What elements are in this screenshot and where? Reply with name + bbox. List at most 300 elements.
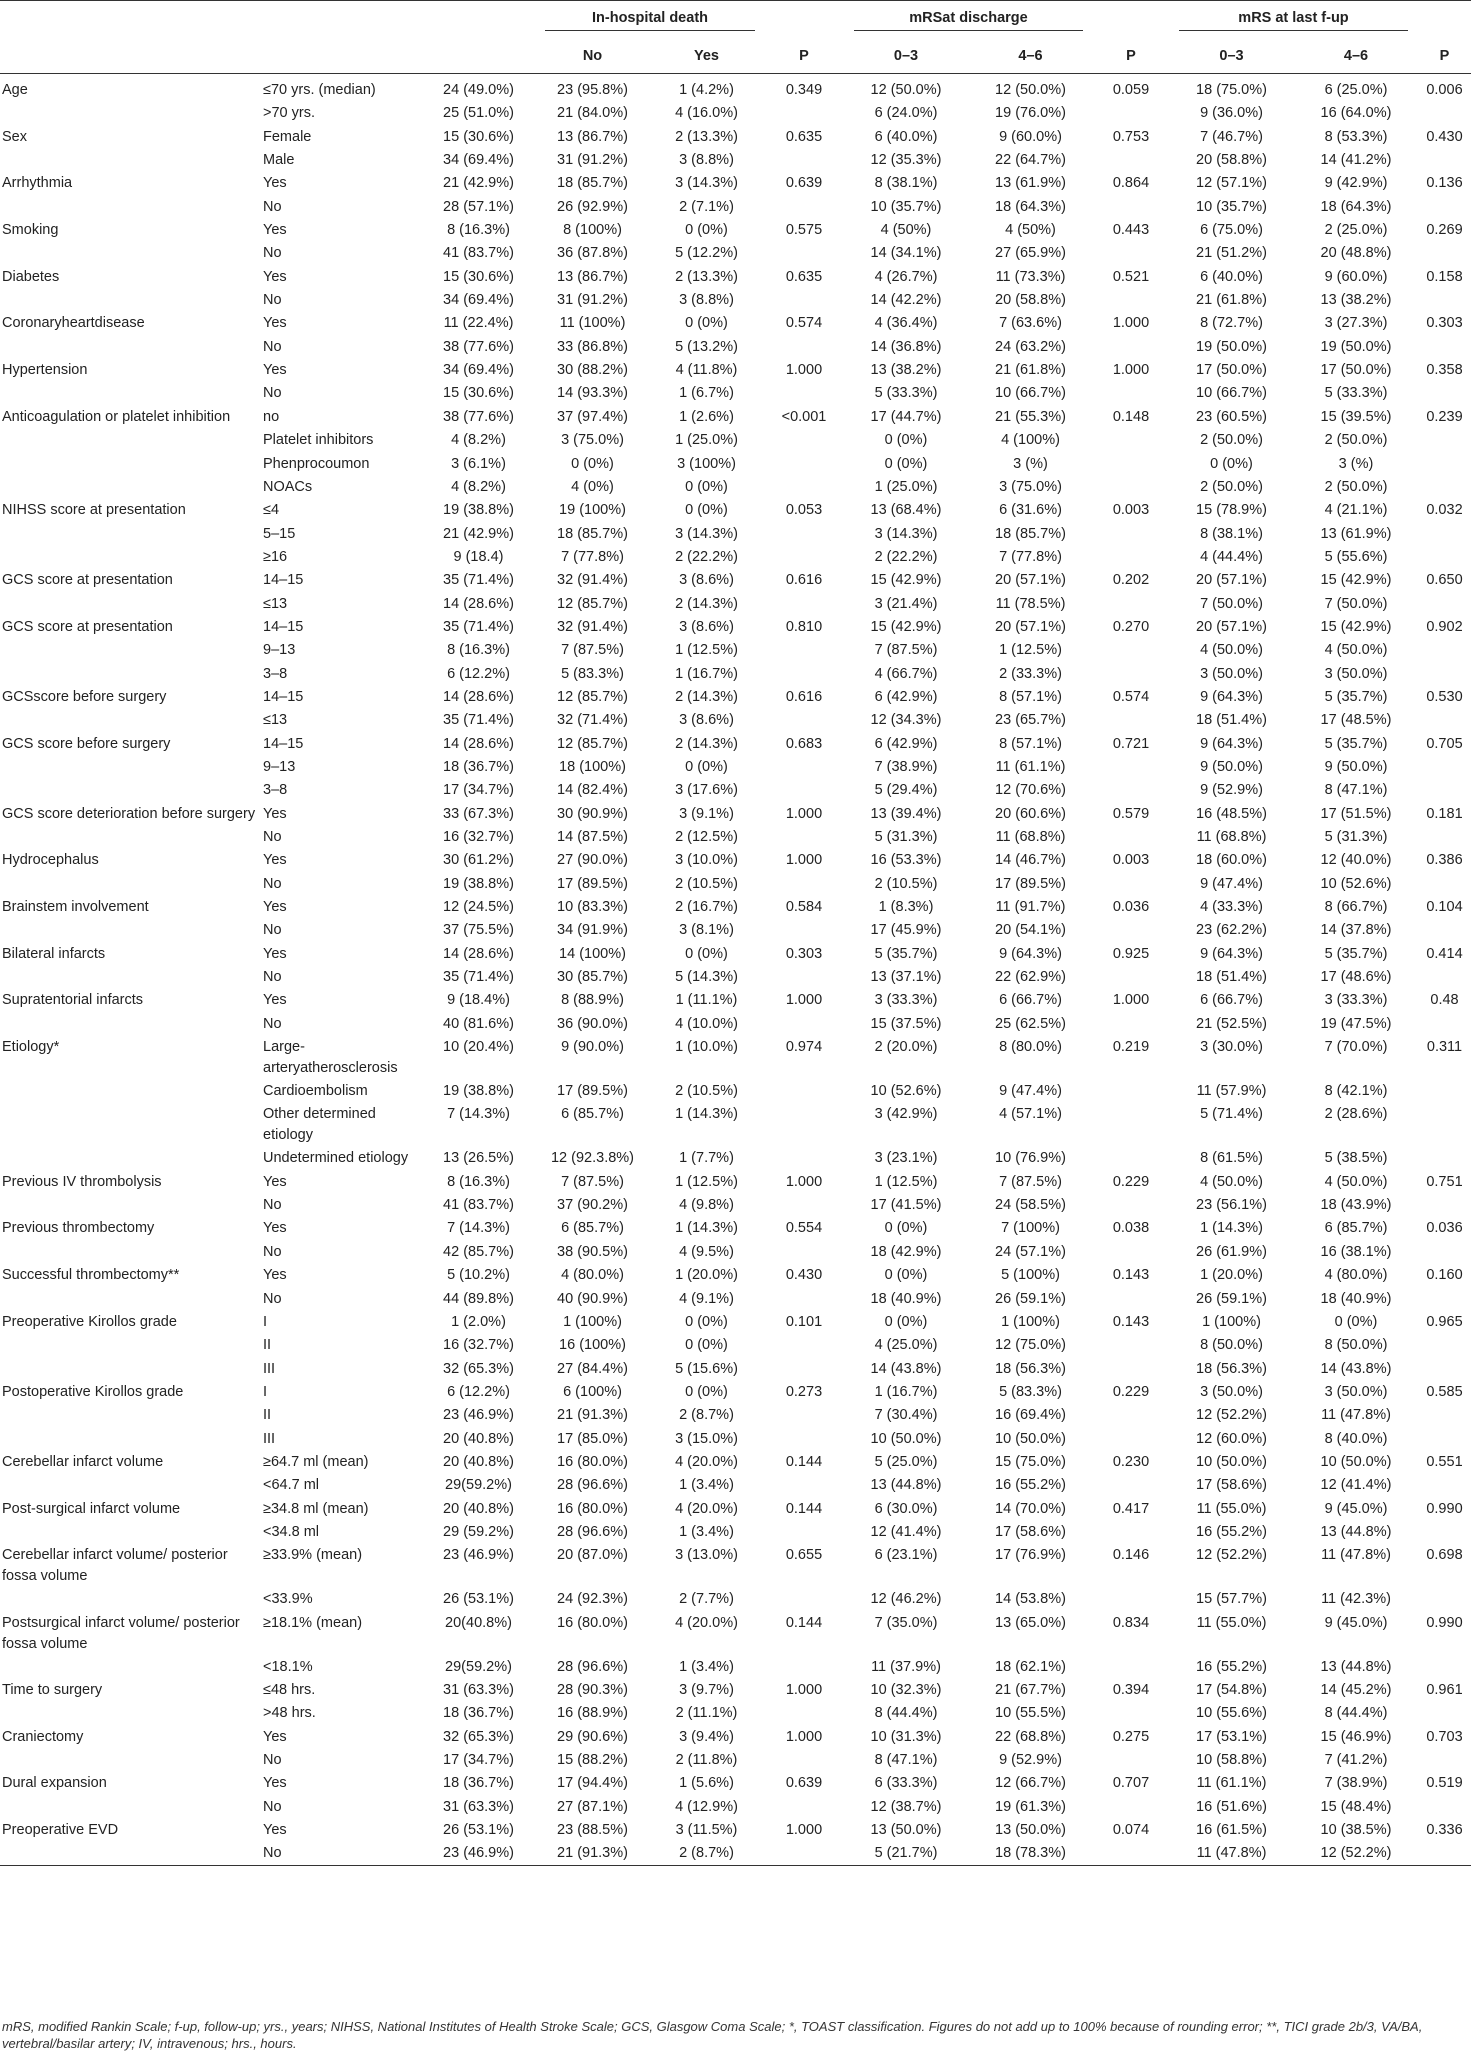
table-cell: 18 (60.0%) [1196,852,1267,869]
table-row [0,1520,1471,1543]
table-cell: 20(40.8%) [445,1614,512,1631]
table-cell: 38 (90.5%) [557,1243,628,1260]
table-cell: No [263,1290,282,1307]
table-cell: GCSscore before surgery [2,688,167,705]
table-cell [764,1012,844,1035]
table-cell: 21 (42.9%) [443,175,514,192]
table-cell: 7 (41.2%) [1324,1752,1388,1768]
table-cell: 1 (3.4%) [679,1523,734,1540]
table-row [0,545,1471,568]
table-cell: 1 (10.0%) [675,1039,738,1056]
table-cell: 0.974 [785,1039,823,1056]
table-cell [0,452,261,475]
table-cell: 18 (62.1%) [995,1658,1066,1675]
table-cell [1418,825,1471,848]
table-cell [0,241,261,264]
table-cell: 0.202 [1112,572,1150,589]
table-cell: 9 (60.0%) [1324,268,1388,285]
table-cell: 0.635 [785,268,823,285]
table-cell [1093,195,1169,218]
table-cell [0,1701,261,1724]
table-cell: 1 (3.4%) [679,1477,734,1494]
table-cell: 20 (57.1%) [1196,618,1267,635]
table-cell: 14–15 [263,572,304,589]
table-cell: ≥18.1% (mean) [263,1614,363,1631]
table-cell: 1 (12.5%) [675,642,738,659]
table-cell: 12 (52.2%) [1294,1841,1418,1865]
table-cell [1418,1587,1471,1610]
table-cell: ≥34.8 ml (mean) [263,1500,369,1517]
table-row [0,965,1471,988]
table-cell: 5 (35.7%) [874,945,938,962]
table-cell [1418,1287,1471,1310]
table-cell: 16 (55.2%) [1196,1658,1267,1675]
table-cell: 0.003 [1112,852,1150,869]
table-cell [0,638,261,661]
table-cell: Platelet inhibitors [263,432,374,449]
table-cell: 14 (100%) [559,945,626,962]
table-cell: 1.000 [785,992,823,1009]
table-cell: 3 (50.0%) [1200,1383,1263,1400]
table-cell: 12 (50.0%) [870,82,942,98]
table-cell: 20 (57.1%) [995,572,1066,589]
table-cell: 2 (25.0%) [1324,222,1388,239]
table-cell [1093,1102,1169,1146]
table-cell: Previous thrombectomy [2,1220,155,1237]
table-cell [0,1012,261,1035]
table-cell: 4 (50.0%) [1200,642,1263,659]
table-row [0,195,1471,218]
table-cell: Smoking [2,222,59,239]
table-row [0,638,1471,661]
table-cell: 19 (47.5%) [1320,1015,1392,1032]
table-cell: <33.9% [263,1591,313,1608]
table-cell: 15 (39.5%) [1320,408,1392,425]
group-mrs-last-followup: mRS at last f-up [1169,1,1418,39]
table-cell: No [263,245,282,262]
table-cell: 6 (12.2%) [447,665,510,682]
table-cell: 19 (100%) [559,502,626,519]
table-cell [1418,918,1471,941]
table-cell: 26 (59.1%) [1196,1290,1267,1307]
table-cell: 10 (31.3%) [870,1728,942,1745]
table-cell: 36 (90.0%) [557,1015,628,1032]
table-cell [1093,452,1169,475]
table-cell: 1 (6.7%) [679,385,734,402]
table-cell: 0.902 [1426,618,1463,635]
table-cell: 3 (14.3%) [874,525,938,542]
table-cell: 12 (85.7%) [557,595,628,612]
table-cell [1093,1287,1169,1310]
table-cell: 20 (58.8%) [995,292,1066,309]
table-row [0,1102,1471,1146]
table-cell: 28 (90.3%) [557,1681,628,1698]
table-cell: 14–15 [263,688,304,705]
table-cell: 11 (47.8%) [1321,1407,1391,1424]
table-cell [1093,101,1169,124]
table-cell [1093,662,1169,685]
table-cell: 6 (42.9%) [874,688,938,705]
table-cell: 14 (43.8%) [870,1360,942,1377]
table-cell: 0 (0%) [685,502,728,519]
table-cell: 2 (13.3%) [675,128,738,145]
table-cell: 15 (48.4%) [1320,1798,1392,1815]
table-cell: 6 (23.1%) [874,1547,938,1564]
table-cell: 14 (82.4%) [557,782,628,799]
table-row [0,732,1471,755]
table-cell: 17 (44.7%) [870,408,942,425]
table-cell: 5 (31.3%) [874,829,938,845]
table-row [0,872,1471,895]
table-cell [1093,1748,1169,1771]
table-cell [764,428,844,451]
table-cell: 35 (71.4%) [443,618,514,635]
table-cell: 31 (91.2%) [557,152,628,169]
table-cell: 12 (38.7%) [870,1798,942,1815]
table-cell [1418,195,1471,218]
table-cell [1093,1240,1169,1263]
table-cell: 19 (38.8%) [443,1083,514,1100]
table-cell: 16 (32.7%) [443,829,514,845]
table-cell: II [263,1337,272,1354]
table-cell: 16 (80.0%) [557,1614,628,1631]
table-cell: ≥16 [263,548,288,565]
table-cell: 5 (35.7%) [1324,688,1388,705]
table-cell: 5 (33.3%) [1324,385,1388,402]
table-cell: Yes [263,1775,287,1792]
table-cell: 30 (88.2%) [557,362,628,379]
table-cell: 4 (20.0%) [675,1500,738,1517]
table-cell: 13 (38.2%) [1320,292,1392,309]
table-cell: 8 (38.1%) [1200,525,1263,542]
table-row [0,405,1471,428]
table-cell: 1 (3.4%) [679,1658,734,1675]
table-cell [1418,1079,1471,1102]
table-cell: 23 (95.8%) [557,82,628,98]
table-cell [764,1333,844,1356]
table-cell: 5 (38.5%) [1324,1150,1388,1167]
table-cell: 2 (13.3%) [675,268,738,285]
table-cell [1093,638,1169,661]
table-cell: 3 (100%) [677,455,736,472]
table-cell: 8 (38.1%) [874,175,938,192]
table-cell [1418,381,1471,404]
table-cell: 41 (83.7%) [443,1197,514,1214]
table-cell: 10 (66.7%) [995,385,1066,402]
table-cell: 18 (100%) [559,758,626,775]
table-cell: 8 (16.3%) [447,642,510,659]
table-cell: 9 (45.0%) [1324,1614,1388,1631]
table-row [0,522,1471,545]
table-cell: 19 (61.3%) [995,1798,1066,1815]
table-cell: 13 (37.1%) [870,969,942,986]
table-cell: 6 (100%) [563,1383,622,1400]
table-row [0,708,1471,731]
table-cell: 0.104 [1426,899,1463,916]
table-cell: 0.430 [785,1267,823,1284]
table-cell: 13 (86.7%) [557,128,628,145]
table-cell: 3 (%) [1013,455,1048,472]
table-cell: 12 (41.4%) [1320,1477,1392,1494]
table-cell: ≥64.7 ml (mean) [263,1453,369,1470]
table-cell: 3 (50.0%) [1324,665,1388,682]
table-cell: 40 (90.9%) [557,1290,628,1307]
table-cell [1093,1079,1169,1102]
table-cell: No [263,875,282,892]
table-row [0,1035,1471,1079]
table-cell: 12 (34.3%) [870,712,942,729]
table-cell: 0 (0%) [685,1313,728,1330]
table-cell: 11 (91.7%) [995,899,1066,916]
table-cell: 17 (50.0%) [1320,362,1392,379]
table-cell: 0.683 [785,735,823,752]
table-cell: 9 (50.0%) [1324,758,1388,775]
table-cell: 12 (92.3.8%) [550,1150,635,1167]
table-cell: Previous IV thrombolysis [2,1173,162,1190]
table-cell [1418,1012,1471,1035]
table-cell: 27 (90.0%) [557,852,628,869]
table-cell [1418,1795,1471,1818]
table-cell: Yes [263,175,287,192]
table-cell: 13 (38.2%) [870,362,942,379]
table-cell: 5 (21.7%) [844,1841,968,1865]
table-cell [764,1079,844,1102]
table-cell: 10 (55.5%) [995,1705,1066,1722]
table-cell: 3 (8.6%) [679,618,734,635]
table-cell [1418,662,1471,685]
table-cell: 18 (85.7%) [557,525,628,542]
table-cell: 3 (30.0%) [1200,1039,1263,1056]
table-cell: 0 (0%) [571,455,614,472]
table-cell: 3 (9.1%) [679,805,734,822]
table-cell [0,708,261,731]
table-row [0,1678,1471,1701]
table-cell: 5 (100%) [1001,1267,1060,1284]
table-cell: II [263,1407,272,1424]
table-cell: 0.579 [1112,805,1150,822]
table-cell [1093,241,1169,264]
table-cell [0,592,261,615]
table-cell: 1 (11.1%) [675,992,738,1009]
table-cell: 0.707 [1112,1775,1150,1792]
table-cell [764,195,844,218]
table-cell: 7 (30.4%) [874,1407,938,1424]
table-cell: 17 (51.5%) [1320,805,1392,822]
table-cell: 7 (100%) [1001,1220,1060,1237]
table-cell: 37 (97.4%) [557,408,628,425]
table-cell: Successful thrombectomy** [2,1267,180,1284]
table-cell: 5 (83.3%) [999,1383,1062,1400]
table-cell: Yes [263,1267,287,1284]
table-cell: 12 (70.6%) [995,782,1066,799]
table-cell: 0.144 [785,1614,823,1631]
table-cell: 20 (40.8%) [443,1430,514,1447]
table-cell: 9 (18.4) [453,548,504,565]
table-cell: 1.000 [785,1728,823,1745]
table-cell: 32 (91.4%) [557,618,628,635]
table-cell [0,335,261,358]
table-cell [1418,288,1471,311]
table-cell [764,288,844,311]
table-cell: 10 (76.9%) [995,1150,1066,1167]
table-cell: Dural expansion [2,1775,107,1792]
table-cell: 0 (0%) [1334,1313,1378,1330]
table-cell: 21 (55.3%) [995,408,1066,425]
table-cell [764,1146,844,1169]
table-row [0,895,1471,918]
table-row [0,1380,1471,1403]
table-cell: 5 (55.6%) [1324,548,1388,565]
table-cell: 6 (33.3%) [874,1775,938,1792]
table-cell: 23 (46.9%) [421,1841,536,1865]
table-cell: 4 (80.0%) [1324,1267,1388,1284]
table-cell: 4 (12.9%) [675,1798,738,1815]
table-cell: 9 (47.4%) [1200,875,1263,892]
table-cell [0,545,261,568]
table-cell [1093,1520,1169,1543]
table-cell: 1 (100%) [1001,1313,1060,1330]
table-cell: 4 (50.0%) [1200,1173,1263,1190]
table-cell: 8 (66.7%) [1324,899,1388,916]
table-cell [764,1655,844,1678]
table-cell: Cerebellar infarct volume [2,1453,164,1470]
table-row [0,755,1471,778]
table-cell: 0.655 [785,1547,823,1564]
table-cell: 2 (8.7%) [649,1841,764,1865]
table-cell: 8 (72.7%) [1200,315,1263,332]
table-cell: I [263,1383,268,1400]
table-cell: 0.810 [785,618,823,635]
table-cell: 0.146 [1112,1547,1150,1564]
table-cell: 0.554 [785,1220,823,1237]
table-cell [1418,1841,1471,1865]
table-cell: 7 (63.6%) [999,315,1062,332]
table-cell: 26 (53.1%) [443,1591,514,1608]
table-cell: 0.417 [1112,1500,1150,1517]
table-cell: 12 (75.0%) [995,1337,1066,1354]
table-cell: 11 (22.4%) [443,315,514,332]
table-cell: 9–13 [263,758,296,775]
table-cell: 14 (34.1%) [870,245,942,262]
table-row [0,1795,1471,1818]
table-cell: 2 (28.6%) [1324,1106,1388,1123]
table-cell: 7 (87.5%) [874,642,938,659]
table-cell: 17 (89.5%) [557,1083,628,1100]
table-cell: 0.230 [1112,1453,1150,1470]
table-cell: 21 (51.2%) [1196,245,1267,262]
table-cell [1418,638,1471,661]
table-row [0,942,1471,965]
table-cell [0,1102,261,1146]
table-cell [1093,1146,1169,1169]
col-header-4-6: 4–6 [1294,38,1418,74]
table-cell: 13 (50.0%) [995,1822,1066,1839]
table-cell: GCS score at presentation [2,572,173,589]
table-cell: 23 (60.5%) [1196,408,1267,425]
table-cell: 20 (57.1%) [995,618,1066,635]
table-cell: 4 (50.0%) [1324,1173,1388,1190]
table-cell: 22 (68.8%) [995,1728,1066,1745]
table-cell: 9 (52.9%) [1200,782,1263,799]
table-cell: 14 (28.6%) [443,735,514,752]
table-row [0,615,1471,638]
table-cell: 8 (57.1%) [999,735,1062,752]
table-cell: 0.006 [1426,82,1463,98]
table-cell: 4 (9.8%) [679,1197,734,1214]
table-cell [1093,1795,1169,1818]
table-cell: 14–15 [263,618,304,635]
table-cell: 22 (64.7%) [995,152,1066,169]
table-cell: 19 (76.0%) [995,105,1066,122]
table-cell: 3 (14.3%) [675,525,738,542]
table-cell: 7 (50.0%) [1200,595,1263,612]
table-cell: 12 (85.7%) [557,735,628,752]
table-cell: 16 (38.1%) [1320,1243,1392,1260]
table-cell: 5–15 [263,525,296,542]
table-cell: 4 (36.4%) [874,315,938,332]
table-cell [764,148,844,171]
table-cell: 9 (64.3%) [1200,945,1263,962]
table-cell: 3 (17.6%) [675,782,738,799]
table-cell: 15 (42.9%) [1320,572,1392,589]
table-cell: 17 (41.5%) [870,1197,942,1214]
table-cell: 1.000 [1112,362,1150,379]
table-cell: 5 (15.6%) [675,1360,738,1377]
table-cell [0,1655,261,1678]
table-cell: 0.269 [1426,222,1463,239]
table-cell: No [263,969,282,986]
table-cell: Sex [2,128,27,145]
table-cell: ≤4 [263,502,280,519]
table-cell: 0.303 [785,945,823,962]
table-cell: No [263,1015,282,1032]
table-cell: 9 (47.4%) [999,1083,1062,1100]
table-cell: 11 (37.9%) [871,1658,941,1675]
table-cell [764,522,844,545]
table-cell: 2 (11.8%) [675,1752,738,1768]
table-row [0,988,1471,1011]
table-cell: 29(59.2%) [445,1477,512,1494]
table-cell: Post-surgical infarct volume [2,1500,181,1517]
table-cell: 10 (50.0%) [995,1430,1066,1447]
table-cell: 16 (55.2%) [1196,1523,1267,1540]
table-cell [764,918,844,941]
table-cell: 27 (87.1%) [557,1798,628,1815]
table-cell: 0 (0%) [685,945,728,962]
table-cell: 0.032 [1426,502,1463,519]
table-cell: 7 (77.8%) [561,548,624,565]
table-cell: III [263,1430,276,1447]
table-row [0,1287,1471,1310]
table-cell: 15 (57.7%) [1196,1591,1267,1608]
table-cell: 2 (7.7%) [679,1591,734,1608]
table-cell: 1.000 [785,805,823,822]
table-cell: 1 (25.0%) [675,432,738,449]
table-cell: 8 (16.3%) [447,222,510,239]
table-cell: 0 (0%) [685,222,728,239]
table-cell: 7 (87.5%) [999,1173,1062,1190]
table-cell: 17 (54.8%) [1196,1681,1267,1698]
table-cell: 2 (14.3%) [675,595,738,612]
col-header-p: P [1093,38,1169,74]
table-cell: 0.584 [785,899,823,916]
table-cell: 8 (80.0%) [999,1039,1062,1056]
table-cell: 9 (42.9%) [1324,175,1388,192]
table-cell: 1 (2.0%) [451,1313,506,1330]
table-cell [1418,1102,1471,1146]
table-cell: 14 (28.6%) [443,945,514,962]
group-mrs-discharge: mRSat discharge [844,1,1093,39]
